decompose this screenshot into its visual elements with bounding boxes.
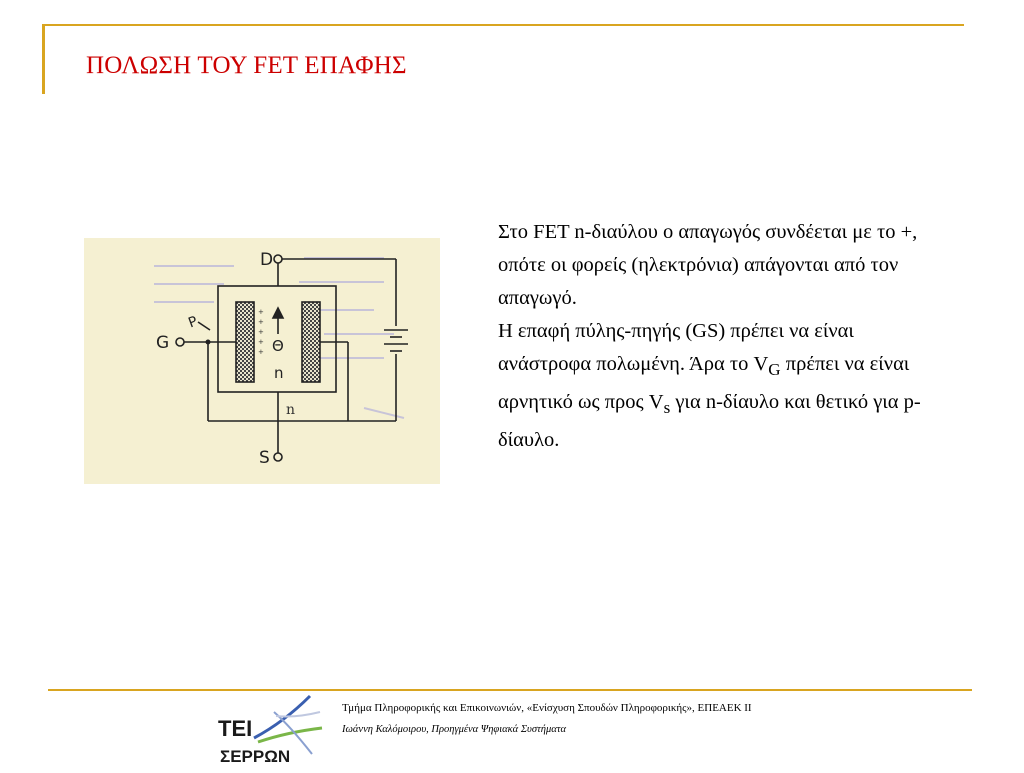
- paragraph-gate-bias-post: για n-δίαυλο και θετικό για p-δίαυλο.: [498, 391, 921, 452]
- footer-department: Τμήμα Πληροφορικής και Επικοινωνιών, «Ενίσχυση Σπουδών Πληροφορικής», ΕΠΕΑΕΚ ΙΙ: [342, 702, 752, 714]
- svg-text:+: +: [258, 318, 264, 326]
- jfet-bias-diagram: [84, 238, 440, 484]
- svg-text:+: +: [258, 328, 264, 336]
- header-accent-horizontal: [42, 24, 964, 26]
- label-source: S: [259, 448, 270, 468]
- svg-text:+: +: [258, 338, 264, 346]
- paragraph-gate-bias: [498, 315, 928, 457]
- label-p-region: P: [186, 313, 200, 332]
- logo-text-top: ΤΕΙ: [218, 716, 253, 741]
- footer-divider: [48, 689, 972, 691]
- label-channel: n: [274, 364, 284, 382]
- label-electron: Θ: [272, 337, 284, 355]
- source-terminal: [274, 453, 282, 461]
- header-accent-vertical: [42, 24, 45, 94]
- tei-serron-logo: [214, 692, 326, 768]
- label-gate: G: [156, 333, 170, 353]
- subscript-s: s: [663, 398, 671, 418]
- gate-region-left: [236, 302, 254, 382]
- paragraph-gate-bias-mid: πρέπει να είναι αρνητικό ως προς V: [498, 353, 910, 414]
- gate-terminal: [176, 338, 184, 346]
- drain-terminal: [274, 255, 282, 263]
- svg-text:+: +: [258, 348, 264, 356]
- footer-author: Ιωάννη Καλόμοιρου, Προηγμένα Ψηφιακά Συστήματα: [342, 724, 567, 735]
- label-drain: D: [260, 250, 274, 270]
- slide-body: [498, 216, 928, 457]
- label-channel-bottom: n: [286, 402, 296, 418]
- gate-region-right: [302, 302, 320, 382]
- logo-text-bottom: ΣΕΡΡΩΝ: [220, 747, 291, 766]
- paragraph-gate-bias-pre: Η επαφή πύλης-πηγής (GS) πρέπει να είναι ανάστροφα πολωμένη. Άρα το V: [498, 320, 854, 375]
- subscript-g: G: [768, 360, 781, 380]
- slide-title: ΠΟΛΩΣΗ ΤΟΥ FET ΕΠΑΦΗΣ: [86, 52, 407, 79]
- svg-text:+: +: [258, 308, 264, 316]
- paragraph-drain-connection: Στο FET n-διαύλου ο απαγωγός συνδέεται με το +, οπότε οι φορείς (ηλεκτρόνια) απάγονται από τον απαγωγό.: [498, 221, 918, 309]
